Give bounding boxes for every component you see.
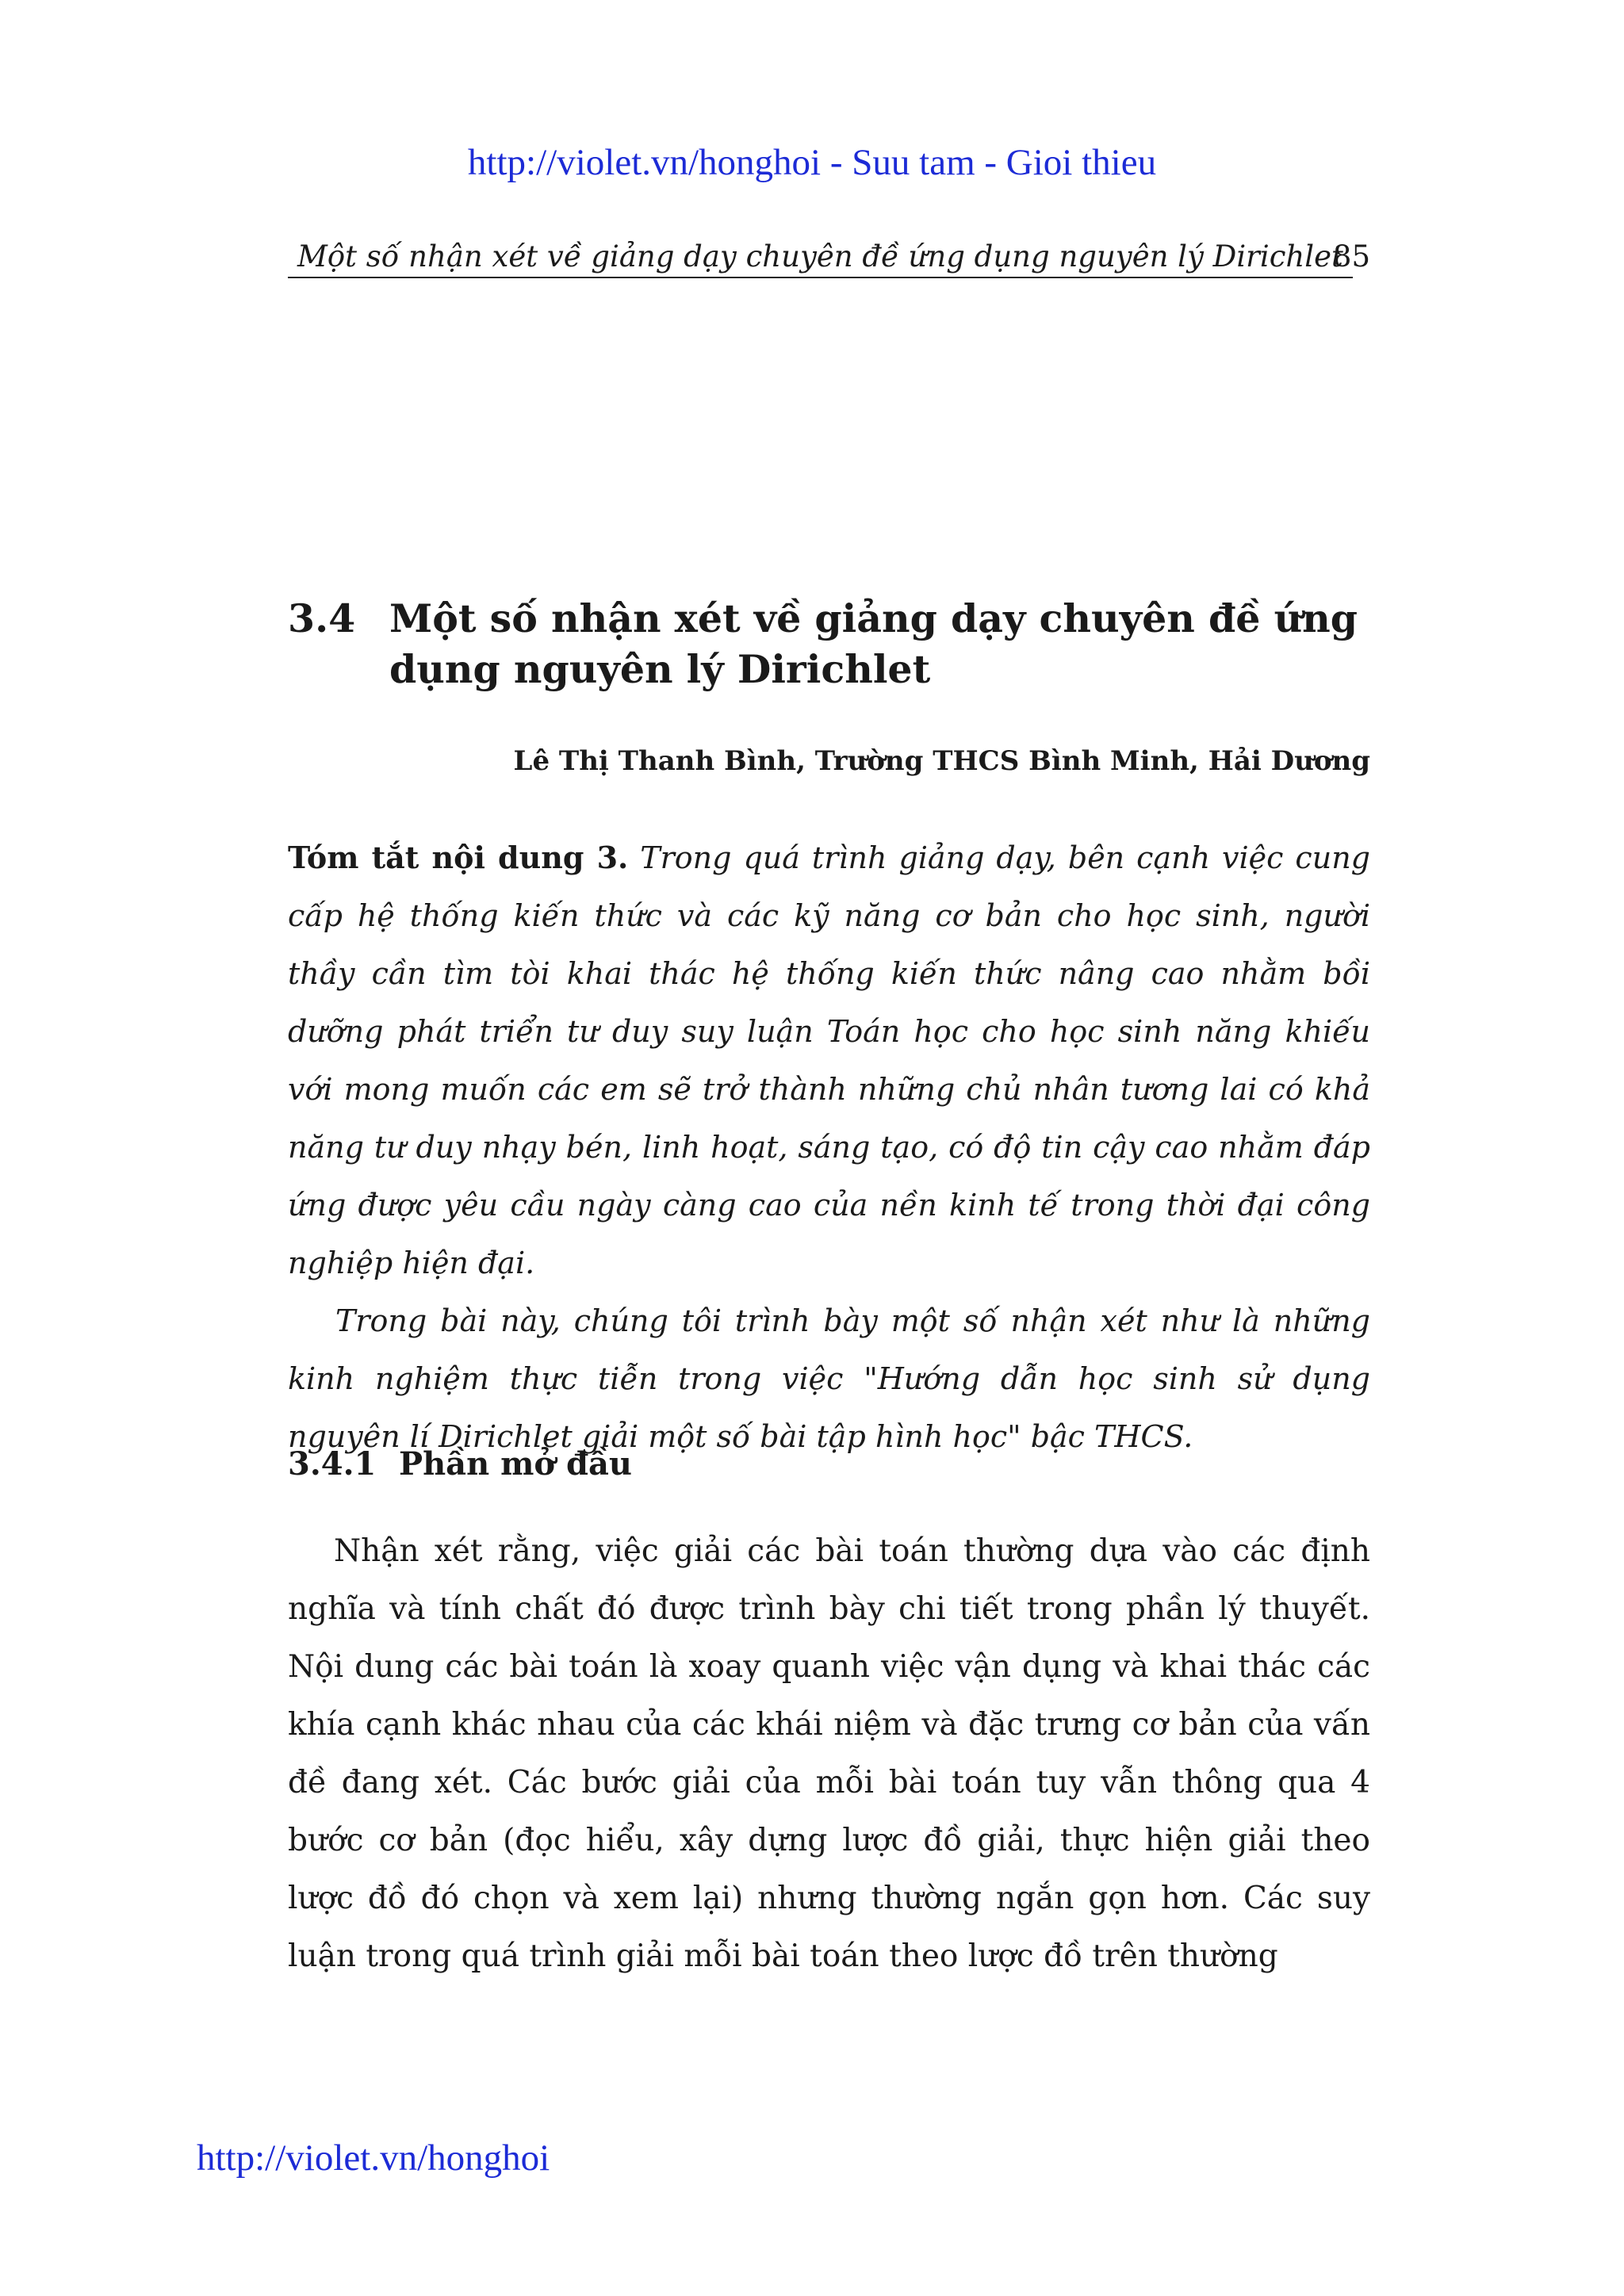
- header-watermark-link[interactable]: http://violet.vn/honghoi - Suu tam - Gioi thieu: [467, 142, 1157, 183]
- abstract-label: Tóm tắt nội dung 3.: [288, 840, 629, 875]
- footer-watermark-link[interactable]: http://violet.vn/honghoi: [197, 2137, 550, 2179]
- subsection-number: 3.4.1: [288, 1445, 377, 1483]
- section-number: 3.4: [288, 595, 356, 641]
- abstract: [288, 828, 1370, 1466]
- author-line: Lê Thị Thanh Bình, Trường THCS Bình Minh, Hải Dương: [513, 745, 1370, 777]
- subsection-title: Phần mở đầu: [399, 1445, 632, 1483]
- running-title: Một số nhận xét về giảng dạy chuyên đề ứng dụng nguyên lý Dirichlet: [288, 239, 1353, 278]
- section-title: Một số nhận xét về giảng dạy chuyên đề ứng dụng nguyên lý Dirichlet: [389, 595, 1358, 692]
- abstract-paragraph-2: Trong bài này, chúng tôi trình bày một số nhận xét như là những kinh nghiệm thực tiễn trong việc "Hướng dẫn học sinh sử dụng nguyên lí Dirichlet giải một số bài tập hình học" bậc THCS.: [288, 1303, 1370, 1454]
- section-heading: [288, 593, 1370, 695]
- abstract-text-1: Trong quá trình giảng dạy, bên cạnh việc cung cấp hệ thống kiến thức và các kỹ năng cơ bản cho học sinh, người thầy cần tìm tòi khai thác hệ thống kiến thức nâng cao nhằm bồi dưỡng phát triển tư duy suy luận Toán học cho học sinh năng khiếu với mong muốn các em sẽ trở thành những chủ nhân tương lai có khả năng tư duy nhạy bén, linh hoạt, sáng tạo, có độ tin cậy cao nhằm đáp ứng được yêu cầu ngày càng cao của nền kinh tế trong thời đại công nghiệp hiện đại.: [288, 840, 1370, 1280]
- page-number: 85: [1332, 239, 1370, 274]
- abstract-paragraph-1: [288, 828, 1370, 1292]
- body-paragraph: Nhận xét rằng, việc giải các bài toán thường dựa vào các định nghĩa và tính chất đó được trình bày chi tiết trong phần lý thuyết. Nội dung các bài toán là xoay quanh việc vận dụng và khai thác các khía cạnh khác nhau của các khái niệm và đặc trưng cơ bản của vấn đề đang xét. Các bước giải của mỗi bài toán tuy vẫn thông qua 4 bước cơ bản (đọc hiểu, xây dựng lược đồ giải, thực hiện giải theo lược đồ đó chọn và xem lại) nhưng thường ngắn gọn hơn. Các suy luận trong quá trình giải mỗi bài toán theo lược đồ trên thường: [288, 1533, 1370, 1974]
- running-header: [288, 239, 1370, 278]
- subsection-heading: [288, 1445, 1370, 1483]
